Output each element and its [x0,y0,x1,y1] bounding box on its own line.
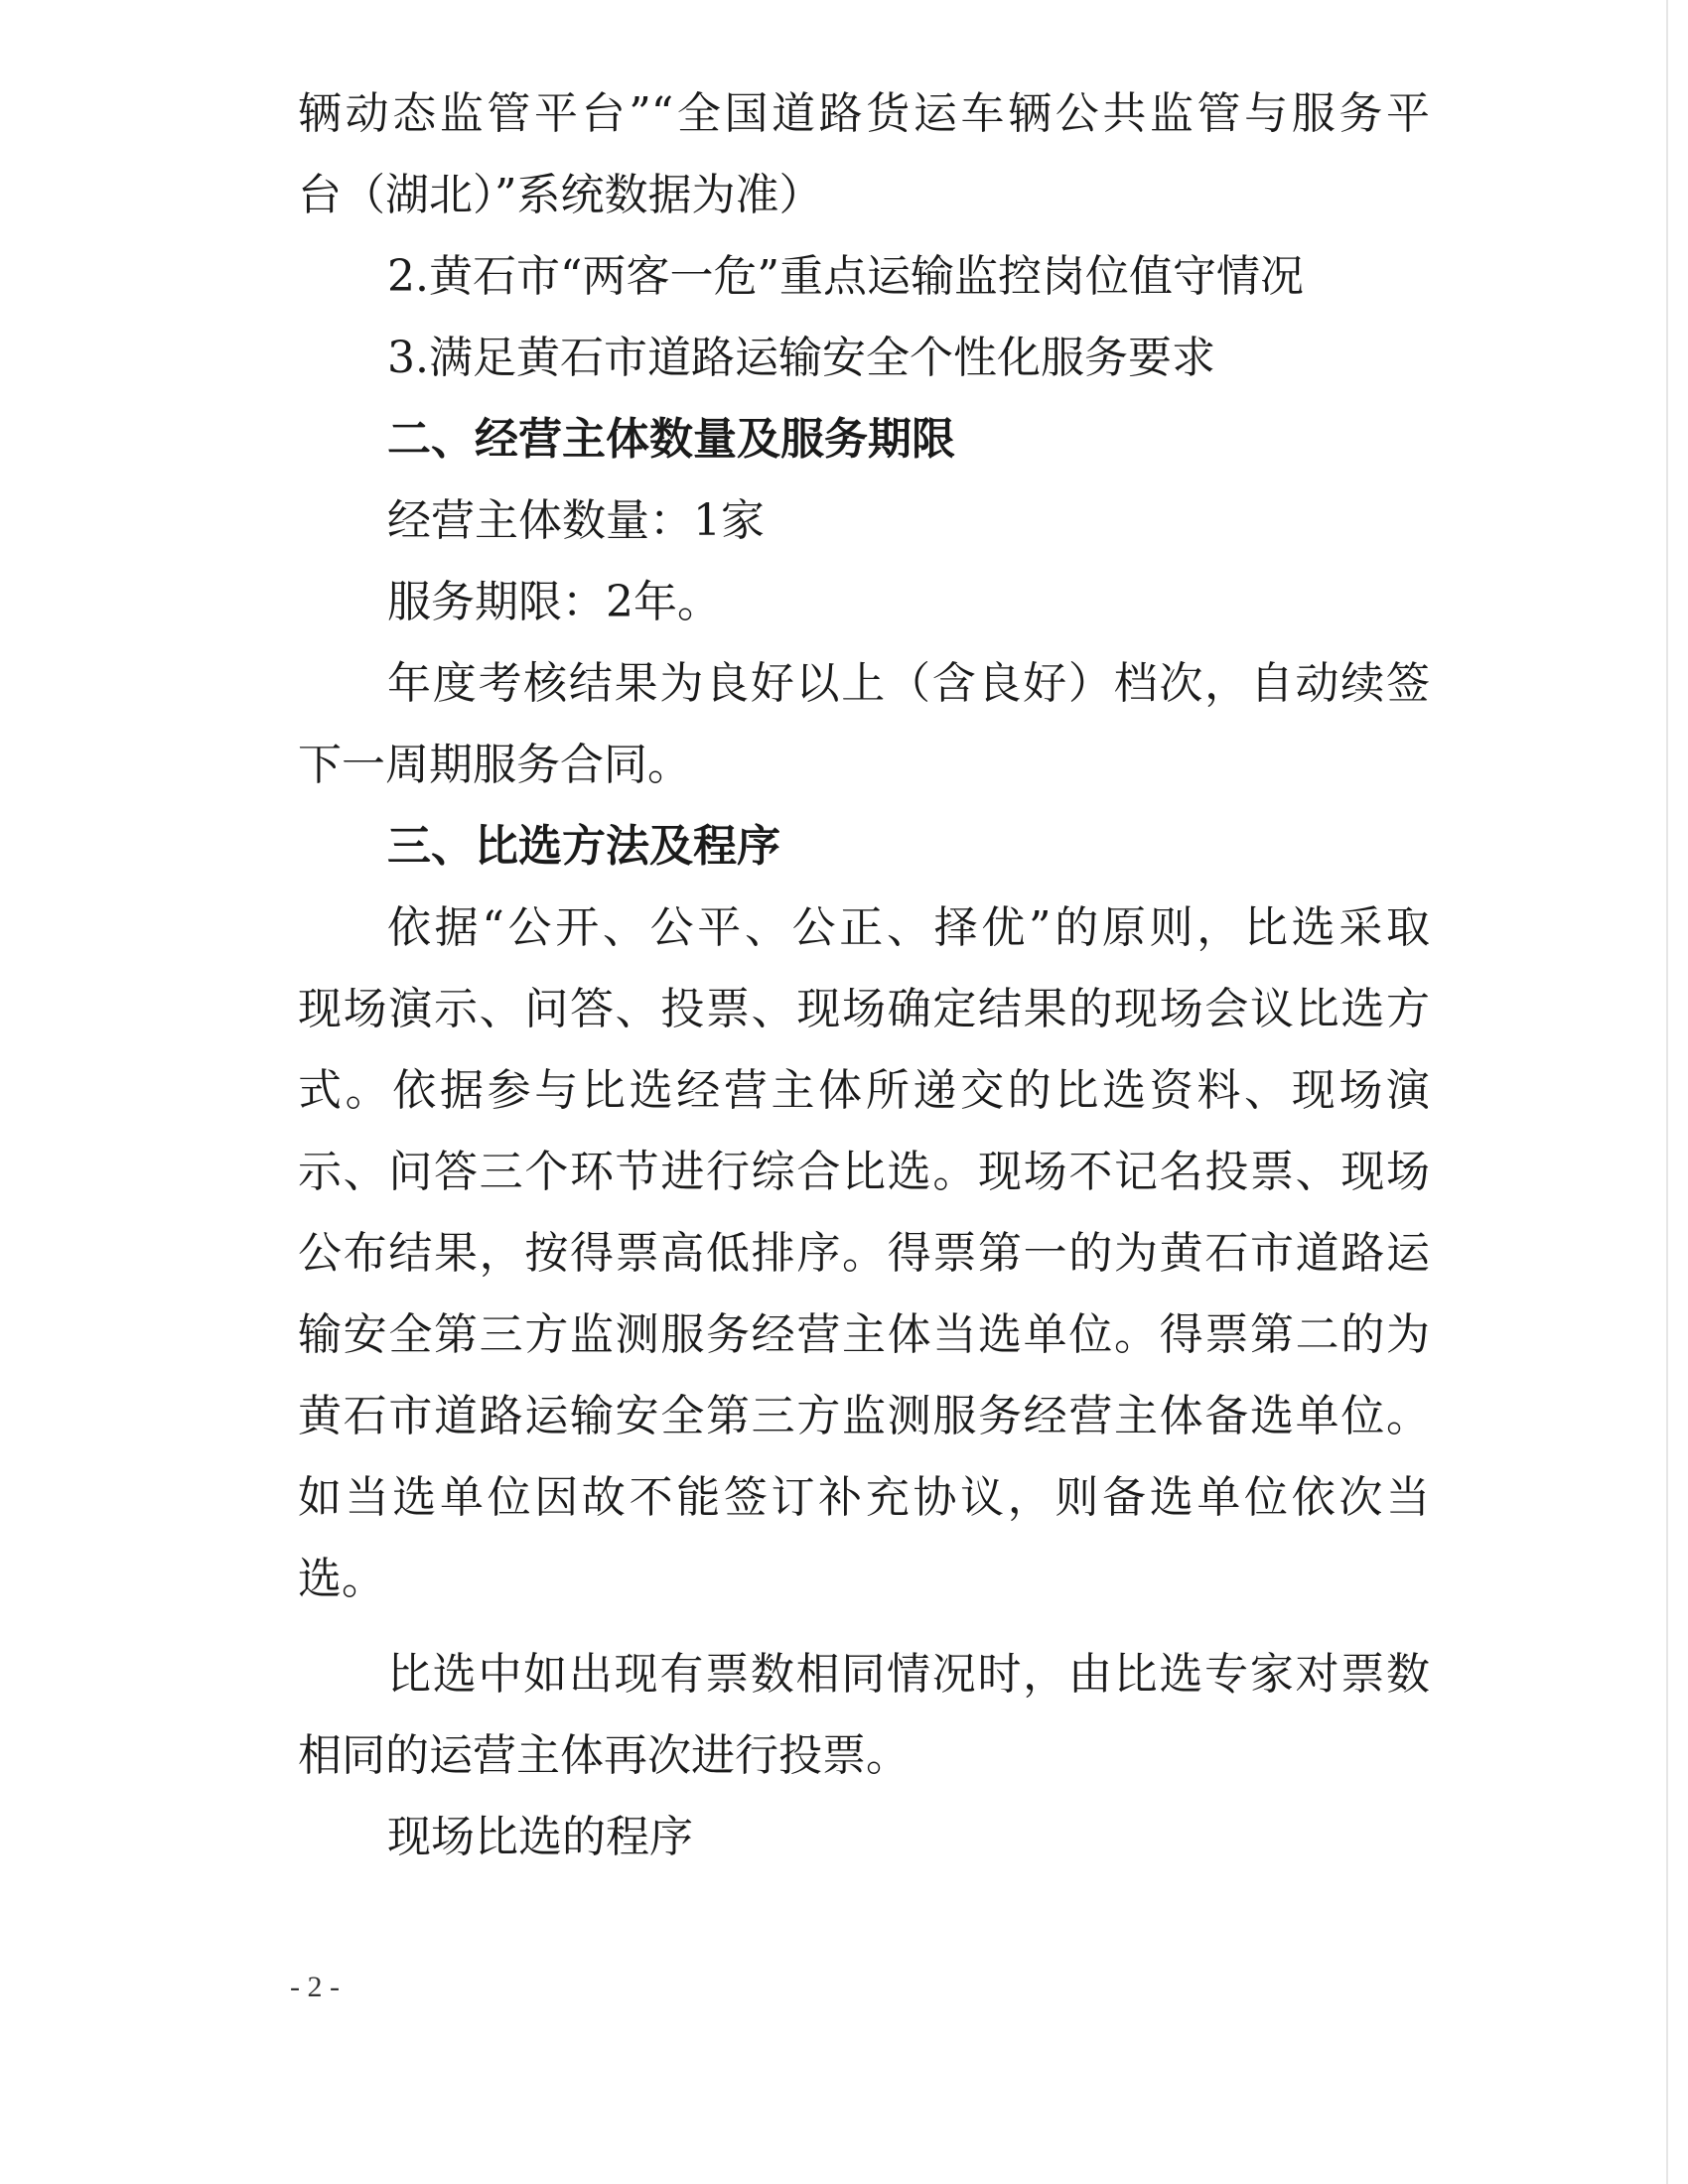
section-heading-2: 二、经营主体数量及服务期限 [387,414,955,465]
body-line-11: 依据“公开、公平、公正、择优”的原则，比选采取 [387,902,1430,953]
body-line-18: 如当选单位因故不能签订补充协议，则备选单位依次当 [298,1472,1430,1523]
body-line-21: 相同的运营主体再次进行投票。 [298,1730,910,1781]
body-line-15: 公布结果，按得票高低排序。得票第一的为黄石市道路运 [298,1228,1430,1279]
body-line-12: 现场演示、问答、投票、现场确定结果的现场会议比选方 [298,984,1430,1034]
body-line-16: 输安全第三方监测服务经营主体当选单位。得票第二的为 [298,1309,1430,1360]
list-item-3: 3.满足黄石市道路运输安全个性化服务要求 [387,333,1215,383]
list-item-2: 2.黄石市“两客一危”重点运输监控岗位值守情况 [387,251,1304,302]
body-line-9: 下一周期服务合同。 [298,740,691,790]
section-heading-3: 三、比选方法及程序 [387,821,780,872]
page-number: - 2 - [290,1971,340,2003]
body-line-17: 黄石市道路运输安全第三方监测服务经营主体备选单位。 [298,1391,1430,1441]
body-line-13: 式。依据参与比选经营主体所递交的比选资料、现场演 [298,1065,1430,1116]
page-edge-divider [1666,0,1668,2184]
entity-count-line: 经营主体数量：1家 [387,495,765,546]
body-line-20: 比选中如出现有票数相同情况时，由比选专家对票数 [387,1649,1430,1700]
body-line-8: 年度考核结果为良好以上（含良好）档次，自动续签 [387,658,1430,709]
body-line-22: 现场比选的程序 [387,1812,693,1862]
body-line-1: 辆动态监管平台”“全国道路货运车辆公共监管与服务平 [298,88,1430,139]
service-period-line: 服务期限：2年。 [387,577,721,627]
body-line-14: 示、问答三个环节进行综合比选。现场不记名投票、现场 [298,1147,1430,1197]
body-line-2: 台（湖北）”系统数据为准） [298,170,823,220]
body-line-19: 选。 [298,1554,385,1604]
